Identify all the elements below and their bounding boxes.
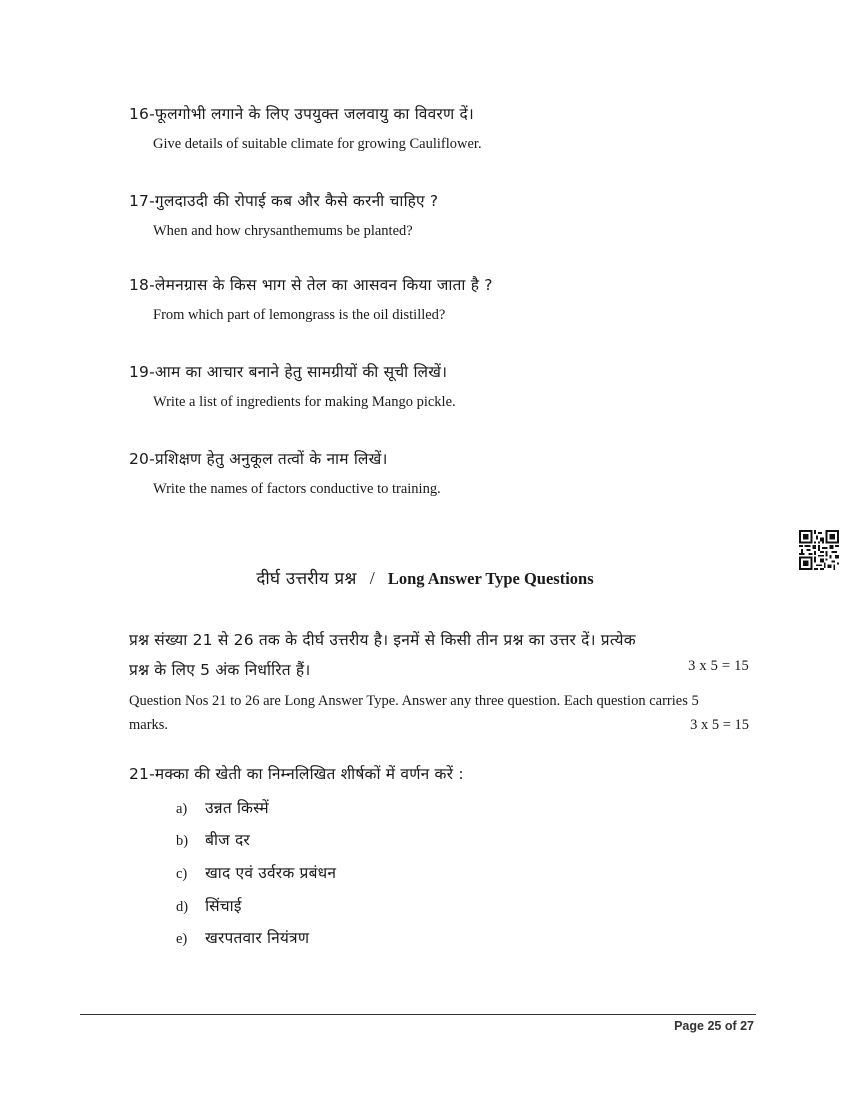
marks-hindi: 3 x 5 = 15 <box>688 658 749 674</box>
question-17-english: When and how chrysanthemums be planted? <box>153 223 413 239</box>
option-b-text: बीज दर <box>205 831 250 849</box>
instructions-english-line2-wrap <box>129 717 749 734</box>
option-b-label: b) <box>176 833 189 849</box>
question-16 <box>129 102 482 153</box>
instructions-hindi-line2-wrap <box>129 658 749 680</box>
option-c-label: c) <box>176 866 188 882</box>
question-18 <box>129 273 493 324</box>
option-e-text: खरपतवार नियंत्रण <box>205 929 310 947</box>
footer-divider <box>80 1014 756 1015</box>
question-21: 21-मक्का की खेती का निम्नलिखित शीर्षकों में वर्णन करें : <box>129 765 464 783</box>
question-17 <box>129 189 438 240</box>
option-d-text: सिंचाई <box>205 897 242 915</box>
option-c <box>176 861 336 883</box>
qr-code-icon <box>799 530 839 570</box>
option-d-label: d) <box>176 899 189 915</box>
option-c-text: खाद एवं उर्वरक प्रबंधन <box>205 864 337 882</box>
instructions-english-line1: Question Nos 21 to 26 are Long Answer Type. Answer any three question. Each question carries 5 <box>129 693 699 709</box>
question-20-english: Write the names of factors conductive to training. <box>153 481 441 497</box>
marks-english: 3 x 5 = 15 <box>690 717 749 733</box>
question-16-english: Give details of suitable climate for growing Cauliflower. <box>153 136 482 152</box>
question-16-hindi: 16-फूलगोभी लगाने के लिए उपयुक्त जलवायु का विवरण दें। <box>129 105 474 123</box>
question-20 <box>129 447 441 498</box>
instructions-english-line2: marks. <box>129 717 169 733</box>
question-19-hindi: 19-आम का आचार बनाने हेतु सामग्रीयों की सूची लिखें। <box>129 363 448 381</box>
question-19-english: Write a list of ingredients for making Mango pickle. <box>153 394 456 410</box>
option-a-label: a) <box>176 801 188 817</box>
instructions-english <box>129 693 749 734</box>
page-number: Page 25 of 27 <box>674 1019 754 1033</box>
question-19 <box>129 360 456 411</box>
question-20-hindi: 20-प्रशिक्षण हेतु अनुकूल तत्वों के नाम लिखें। <box>129 450 388 468</box>
section-title-english: Long Answer Type Questions <box>387 569 594 588</box>
instructions-hindi-line2: प्रश्न के लिए 5 अंक निर्धारित हैं। <box>129 661 311 679</box>
question-18-english: From which part of lemongrass is the oil distilled? <box>153 307 446 323</box>
section-title <box>0 566 850 589</box>
option-a-text: उन्नत किस्में <box>205 799 269 817</box>
option-b <box>176 828 250 850</box>
option-e-label: e) <box>176 931 188 947</box>
option-a <box>176 796 269 818</box>
option-e <box>176 926 309 948</box>
question-18-hindi: 18-लेमनग्रास के किस भाग से तेल का आसवन किया जाता है ? <box>129 276 493 294</box>
instructions-hindi <box>129 628 749 680</box>
question-17-hindi: 17-गुलदाउदी की रोपाई कब और कैसे करनी चाहिए ? <box>129 192 439 210</box>
instructions-hindi-line1: प्रश्न संख्या 21 से 26 तक के दीर्घ उत्तरीय है। इनमें से किसी तीन प्रश्न का उत्तर दें। प्रत्येक <box>129 631 636 649</box>
section-title-hindi: दीर्घ उत्तरीय प्रश्न <box>256 569 357 589</box>
option-d <box>176 894 242 916</box>
section-title-separator: / <box>369 568 375 588</box>
